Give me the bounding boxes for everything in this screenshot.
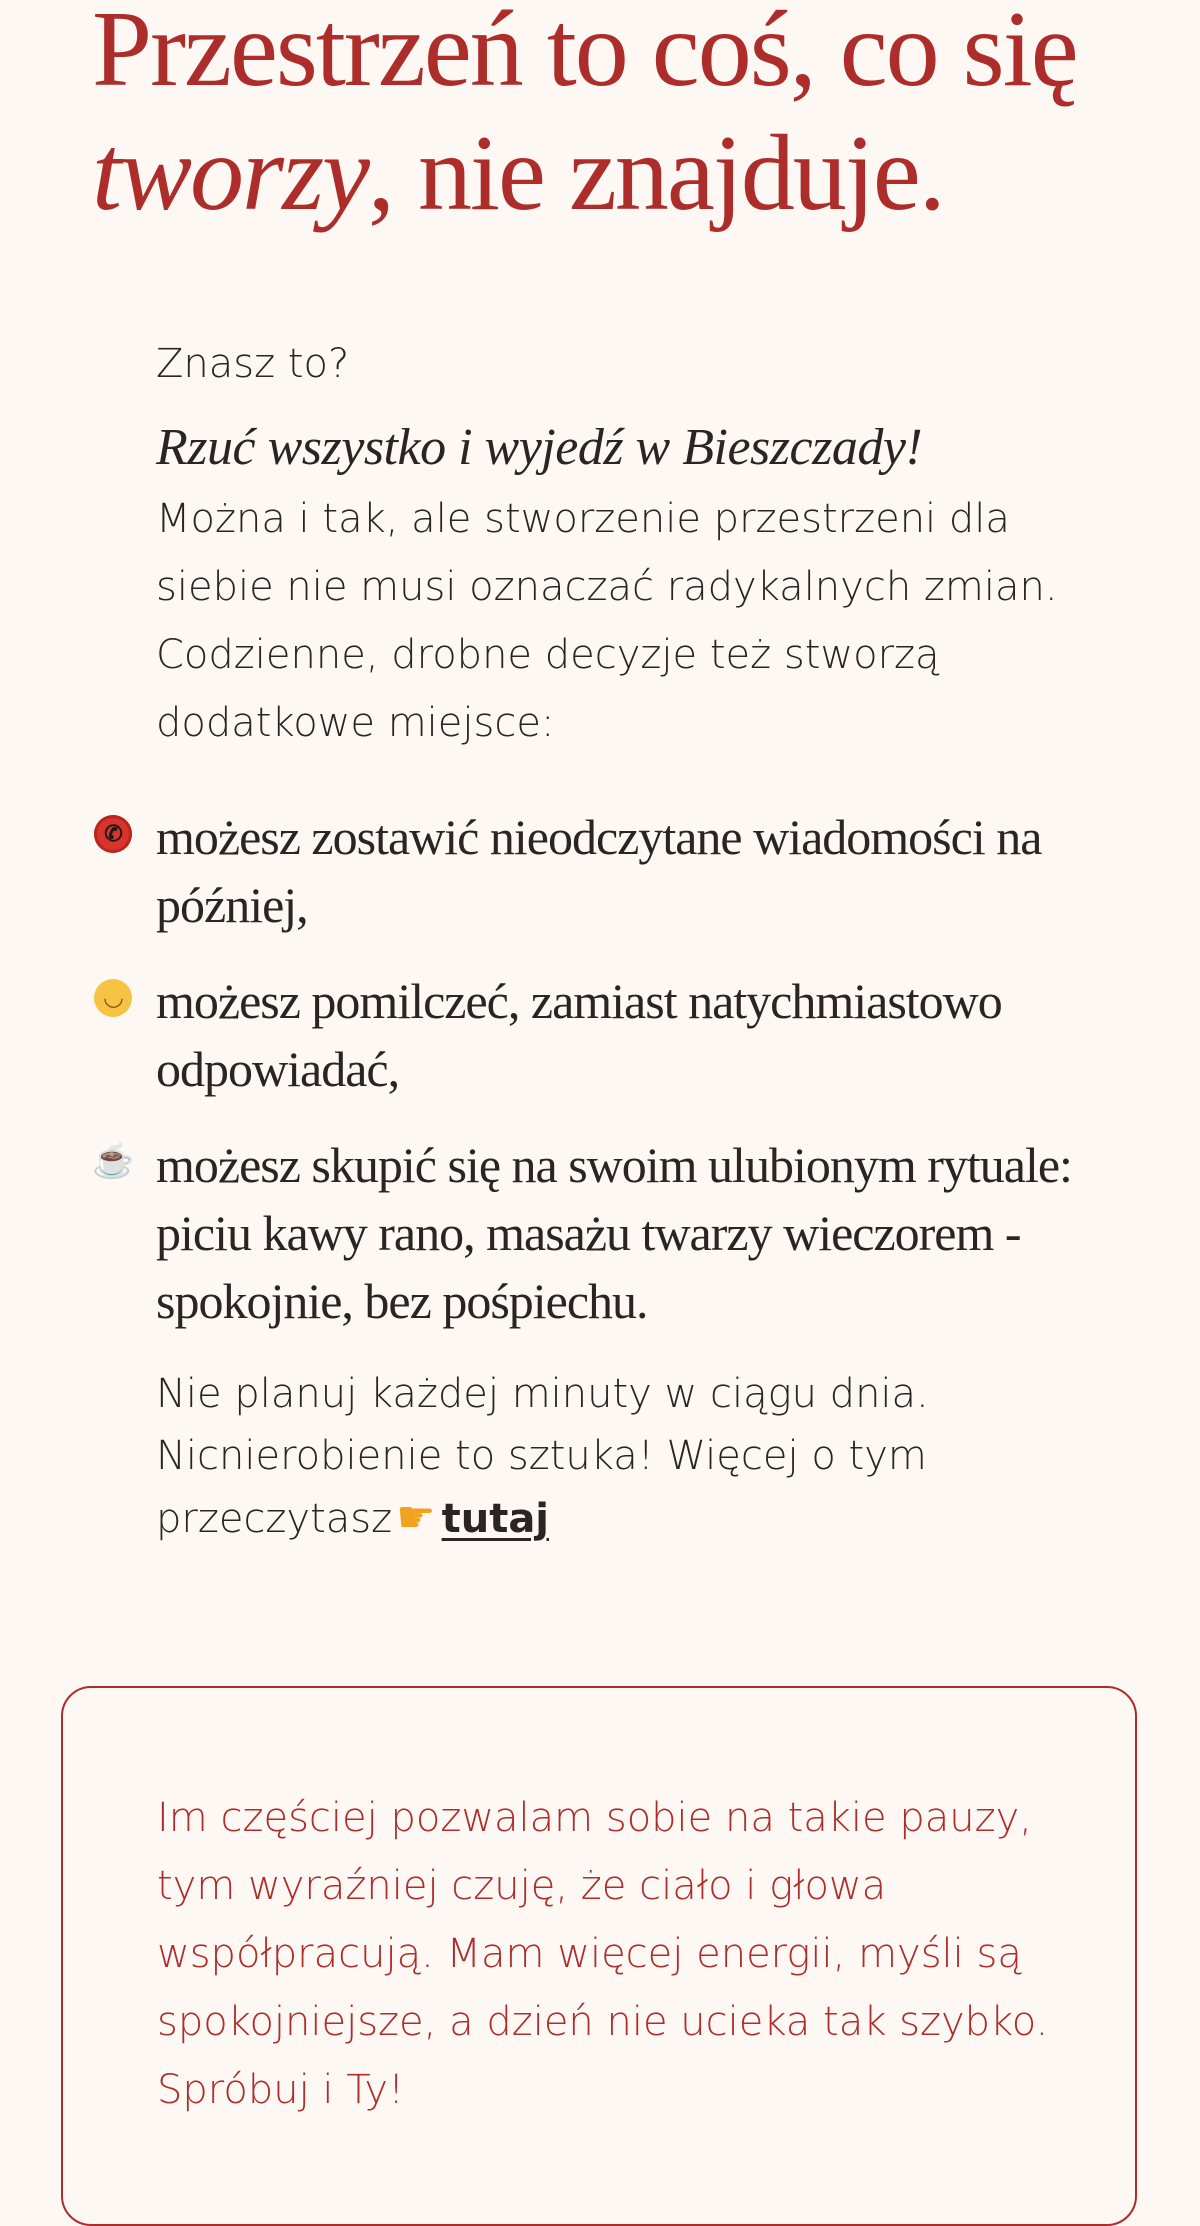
list-item: [104, 803, 1116, 939]
pointing-right-icon: ☛: [396, 1492, 436, 1543]
list-item: [103, 967, 1116, 1103]
outro-text: Nie planuj każdej minuty w ciągu dnia. Nicnierobienie to sztuka! Więcej o tym przeczytasz: [156, 1371, 929, 1542]
relieved-face-icon: ◡: [94, 979, 132, 1017]
outro-paragraph: [156, 1363, 1116, 1550]
no-mobile-phones-icon: ✆: [94, 815, 132, 853]
read-more-link[interactable]: tutaj: [441, 1496, 550, 1542]
callout-box: [61, 1686, 1137, 2226]
headline-part1: Przestrzeń to coś, co się: [92, 0, 1077, 109]
list-item-text: możesz zostawić nieodczytane wiadomości na później,: [156, 809, 1042, 933]
article-content: [92, 330, 1116, 1550]
intro-quote: Rzuć wszystko i wyjedź w Bieszczady!: [156, 419, 923, 476]
list-item-text: możesz skupić się na swoim ulubionym rytuale: piciu kawy rano, masażu twarzy wieczorem - spokojnie, bez pośpiechu.: [156, 1137, 1072, 1329]
callout-text: Im częściej pozwalam sobie na takie pauzy, tym wyraźniej czuję, że ciało i głowa współpracują. Mam więcej energii, myśli są spokojniejsze, a dzień nie ucieka tak szybko. Spróbuj i Ty!: [157, 1795, 1049, 2113]
page-headline: [92, 0, 1152, 236]
intro-body: Można i tak, ale stworzenie przestrzeni dla siebie nie musi oznaczać radykalnych zmian. Codzienne, drobne decyzje też stworzą dodatkowe miejsce:: [156, 496, 1058, 746]
list-item-text: możesz pomilczeć, zamiast natychmiastowo odpowiadać,: [156, 973, 1002, 1097]
list-item: [92, 1131, 1116, 1335]
headline-part2: , nie znajduje.: [368, 114, 944, 233]
intro-paragraph: [156, 414, 1116, 757]
intro-question: Znasz to?: [156, 341, 350, 387]
tips-list: [92, 803, 1116, 1335]
headline-emphasis: tworzy: [92, 114, 369, 233]
hot-beverage-icon: ☕: [92, 1143, 134, 1180]
